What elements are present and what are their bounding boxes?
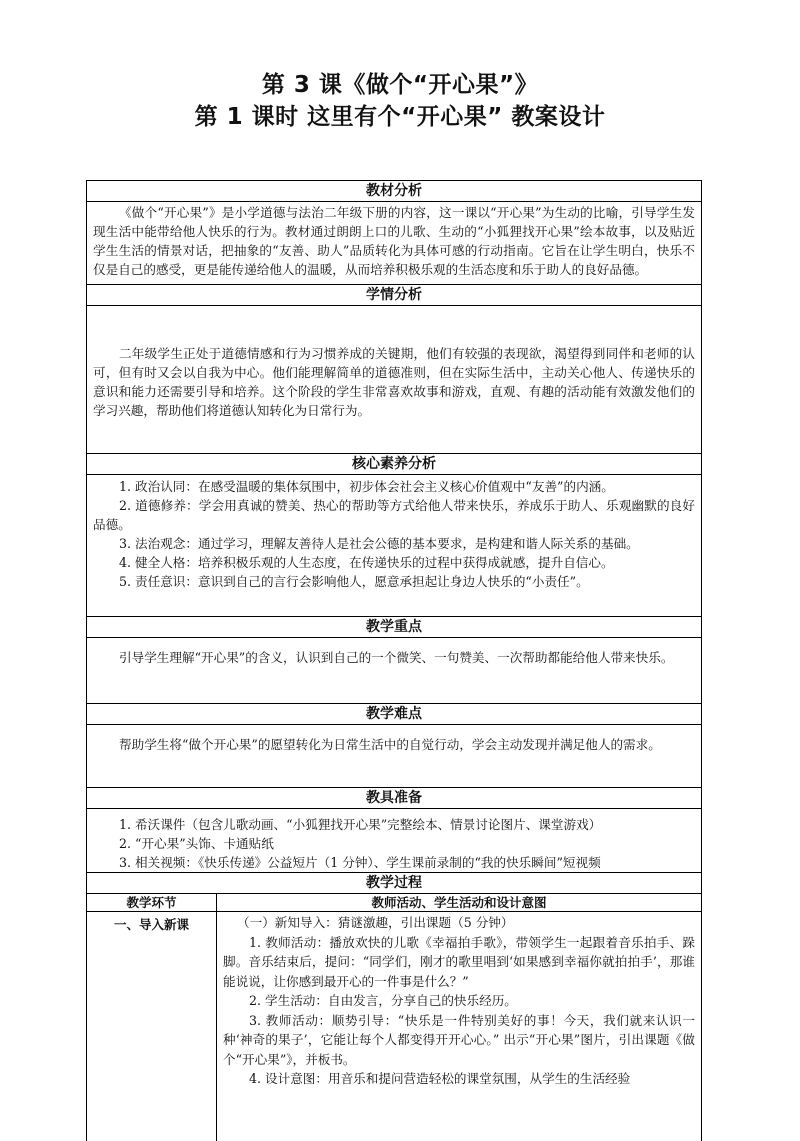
- nandian-text: 帮助学生将“做个开心果”的愿望转化为日常生活中的自觉行动，学会主动发现并满足他人的需求。: [119, 737, 661, 752]
- section-body-hexin: [87, 475, 701, 617]
- process-stage-row: [87, 912, 701, 1141]
- jiaoju-item: 2. “开心果”头饰、卡通贴纸: [119, 836, 274, 851]
- stage-name: 一、导入新课: [87, 912, 217, 1141]
- section-heading-hexin: 核心素养分析: [87, 454, 701, 475]
- zhongdian-text: 引导学生理解“开心果”的含义，认识到自己的一个微笑、一句赞美、一次帮助都能给他人带来快乐。: [119, 650, 674, 665]
- hexin-item: 2. 道德修养：学会用真诚的赞美、热心的帮助等方式给他人带来快乐，养成乐于助人、乐观幽默的良好品德。: [93, 498, 695, 532]
- hexin-item: 3. 法治观念：通过学习，理解友善待人是社会公德的基本要求，是构建和谐人际关系的基础。: [119, 536, 639, 551]
- section-heading-jiaocai: 教材分析: [87, 181, 701, 202]
- section-heading-nandian: 教学难点: [87, 704, 701, 725]
- section-heading-guocheng: 教学过程: [87, 873, 701, 894]
- stage-paragraph: 2. 学生活动：自由发言，分享自己的快乐经历。: [249, 993, 517, 1008]
- section-body-nandian: [87, 725, 701, 788]
- hexin-item: 4. 健全人格：培养积极乐观的人生态度，在传递快乐的过程中获得成就感，提升自信心。: [119, 555, 614, 570]
- section-body-jiaocai: [87, 202, 701, 285]
- stage-paragraph: 1. 教师活动：播放欢快的儿歌《幸福拍手歌》，带领学生一起跟着音乐拍手、跺脚。音乐结束后，提问：“同学们，刚才的歌里唱到‘如果感到幸福你就拍拍手’，那谁能说说，让你感到最开心的一件事是什么？”: [223, 934, 695, 989]
- hexin-item: 1. 政治认同：在感受温暖的集体氛围中，初步体会社会主义核心价值观中“友善”的内涵。: [119, 479, 614, 494]
- jiaoju-item: 3. 相关视频：《快乐传递》公益短片（1 分钟）、学生课前录制的“我的快乐瞬间”短视频: [119, 855, 601, 870]
- xueqing-text: 二年级学生正处于道德情感和行为习惯养成的关键期，他们有较强的表现欲，渴望得到同伴和老师的认可，但有时又会以自我为中心。他们能理解简单的道德准则，但在实际生活中，主动关心他人、传递快乐的意识和能力还需要引导和培养。这个阶段的学生非常喜欢故事和游戏，直观、有趣的活动能有效激发他们的学习兴趣，帮助他们将道德认知转化为日常行为。: [93, 346, 695, 418]
- lesson-plan-table: [86, 180, 702, 1141]
- stage-content: [217, 912, 701, 1141]
- section-body-xueqing: [87, 306, 701, 454]
- col-header-activity: 教师活动、学生活动和设计意图: [371, 895, 547, 910]
- stage-subheading: （一）新知导入：猜谜激趣，引出课题（5 分钟）: [237, 915, 514, 930]
- section-heading-zhongdian: 教学重点: [87, 617, 701, 638]
- section-heading-jiaoju: 教具准备: [87, 788, 701, 809]
- lesson-title: 第 3 课《做个“开心果”》: [261, 72, 539, 98]
- section-body-zhongdian: [87, 638, 701, 704]
- hexin-item: 5. 责任意识：意识到自己的言行会影响他人，愿意承担起让身边人快乐的“小责任”。: [119, 574, 589, 589]
- col-header-stage: 教学环节: [87, 894, 217, 911]
- section-heading-xueqing: 学情分析: [87, 285, 701, 306]
- stage-paragraph: 3. 教师活动：顺势引导：“快乐是一件特别美好的事！今天，我们就来认识一种‘神奇的果子’，它能让每个人都变得开开心心。” 出示“开心果”图片，引出课题《做个“开心果”》，并板书。: [223, 1012, 695, 1067]
- process-header-row: [87, 894, 701, 912]
- stage-paragraph: 4. 设计意图：用音乐和提问营造轻松的课堂氛围，从学生的生活经验: [249, 1071, 631, 1086]
- lesson-subtitle: 第 1 课时 这里有个“开心果” 教案设计: [194, 104, 606, 130]
- section-body-jiaoju: [87, 809, 701, 873]
- jiaocai-text: 《做个“开心果”》是小学道德与法治二年级下册的内容，这一课以“开心果”为生动的比喻，引导学生发现生活中能带给他人快乐的行为。教材通过朗朗上口的儿歌、生动的“小狐狸找开心果”绘本故事，以及贴近学生生活的情景对话，把抽象的“友善、助人”品质转化为具体可感的行动指南。它旨在让学生明白，快乐不仅是自己的感受，更是能传递给他人的温暖，从而培养积极乐观的生活态度和乐于助人的良好品德。: [93, 205, 695, 277]
- jiaoju-item: 1. 希沃课件（包含儿歌动画、“小狐狸找开心果”完整绘本、情景讨论图片、课堂游戏）: [119, 817, 602, 832]
